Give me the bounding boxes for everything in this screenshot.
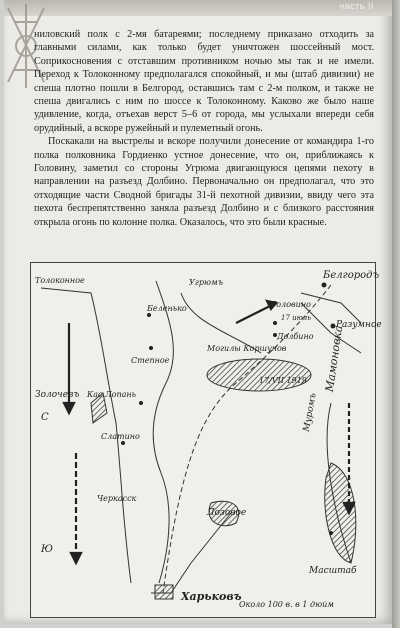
river-main [153,281,173,583]
map-label-lozovoe: Лозовое [207,508,247,518]
map-drawing [31,263,375,617]
compass-south: Ю [41,544,53,555]
kharkov-block [155,585,173,599]
map-label-ugrum: Угрюмъ [189,278,223,287]
book-page [4,0,392,624]
compass-north: С [41,412,49,423]
map-label-date: 17/VII 1919 [259,376,307,385]
running-header [4,0,392,16]
paragraph-2: Поскакали на выстрелы и вскоре получили донесение от командира 1-го полка полковника Гордиенко устное донесение, что он, приближаясь к Головину, заметил со стороны Угрюма двигающуюся цепями пехоту в направлении на разъезд Долбино. Первоначально он предполагал, что это отходящие части Сводной бригады 31-й пехотной дивизии, ввиду чего эта пехота беспрепятственно заняла разъезд Долбино и с близкого расстояния открыла огонь по колонне полка. Оказалось, что это были красные. [34,136,374,228]
paragraph-1: ниловский полк с 2-мя батареями; последнему приказано отходить за главными силами, как только будет уничтожен шоссейный мост. Соприкосновения с отставшим противником ночью мы так и не имели. Переход к Толоконному предполагался спокойный, и мы (штаб дивизии) не спеша плотно пошли в Белгород, оставшись там с 2-м полком, и также не спеша двигались с ним по шоссе к Толоконному. Каково же было наше удивление, когда, отъехав верст 5–6 от города, мы услыхали впереди себя орудийный, а вскоре ружейный и пулеметный огонь. [34,29,374,134]
book-spine-edge [392,0,400,628]
map-label-razumnoe: Разумное [336,320,382,330]
hatched-zone-east [325,463,356,563]
map-label-slatino: Слатино [101,432,140,441]
map-scale-note: Около 100 в. в 1 дюйм [239,600,334,609]
map-label-cherkassk: Черкасск [97,494,137,503]
map-label-belenko: Беленько [147,304,187,313]
map-label-tolokonnoe: Толоконное [35,276,85,285]
map-label-murom: Муромъ [302,392,319,433]
map-label-date-b: 17 июль [281,314,312,322]
map-label-kharkov: Харьковъ [181,590,242,603]
map-label-golovino: Головино [271,300,311,309]
map-label-stepnoe: Степное [131,356,170,365]
running-title: часть II [339,1,374,11]
map-label-belgorod: Белгородъ [323,270,380,281]
map-label-kas-lopan: Кас.Лопань [87,390,137,399]
map-label-mamonovka: Мамоновка [323,324,346,393]
map-label-mogily: Могилы Коршунов [207,344,287,353]
map-label-zolochev: Золочевъ [35,390,80,400]
body-text [34,28,374,229]
map-label-masshtab: Масштаб [309,566,357,576]
hand-drawn-map [30,262,382,618]
hatched-zone-center [207,359,311,391]
map-label-dolbino: Долбино [277,332,314,341]
